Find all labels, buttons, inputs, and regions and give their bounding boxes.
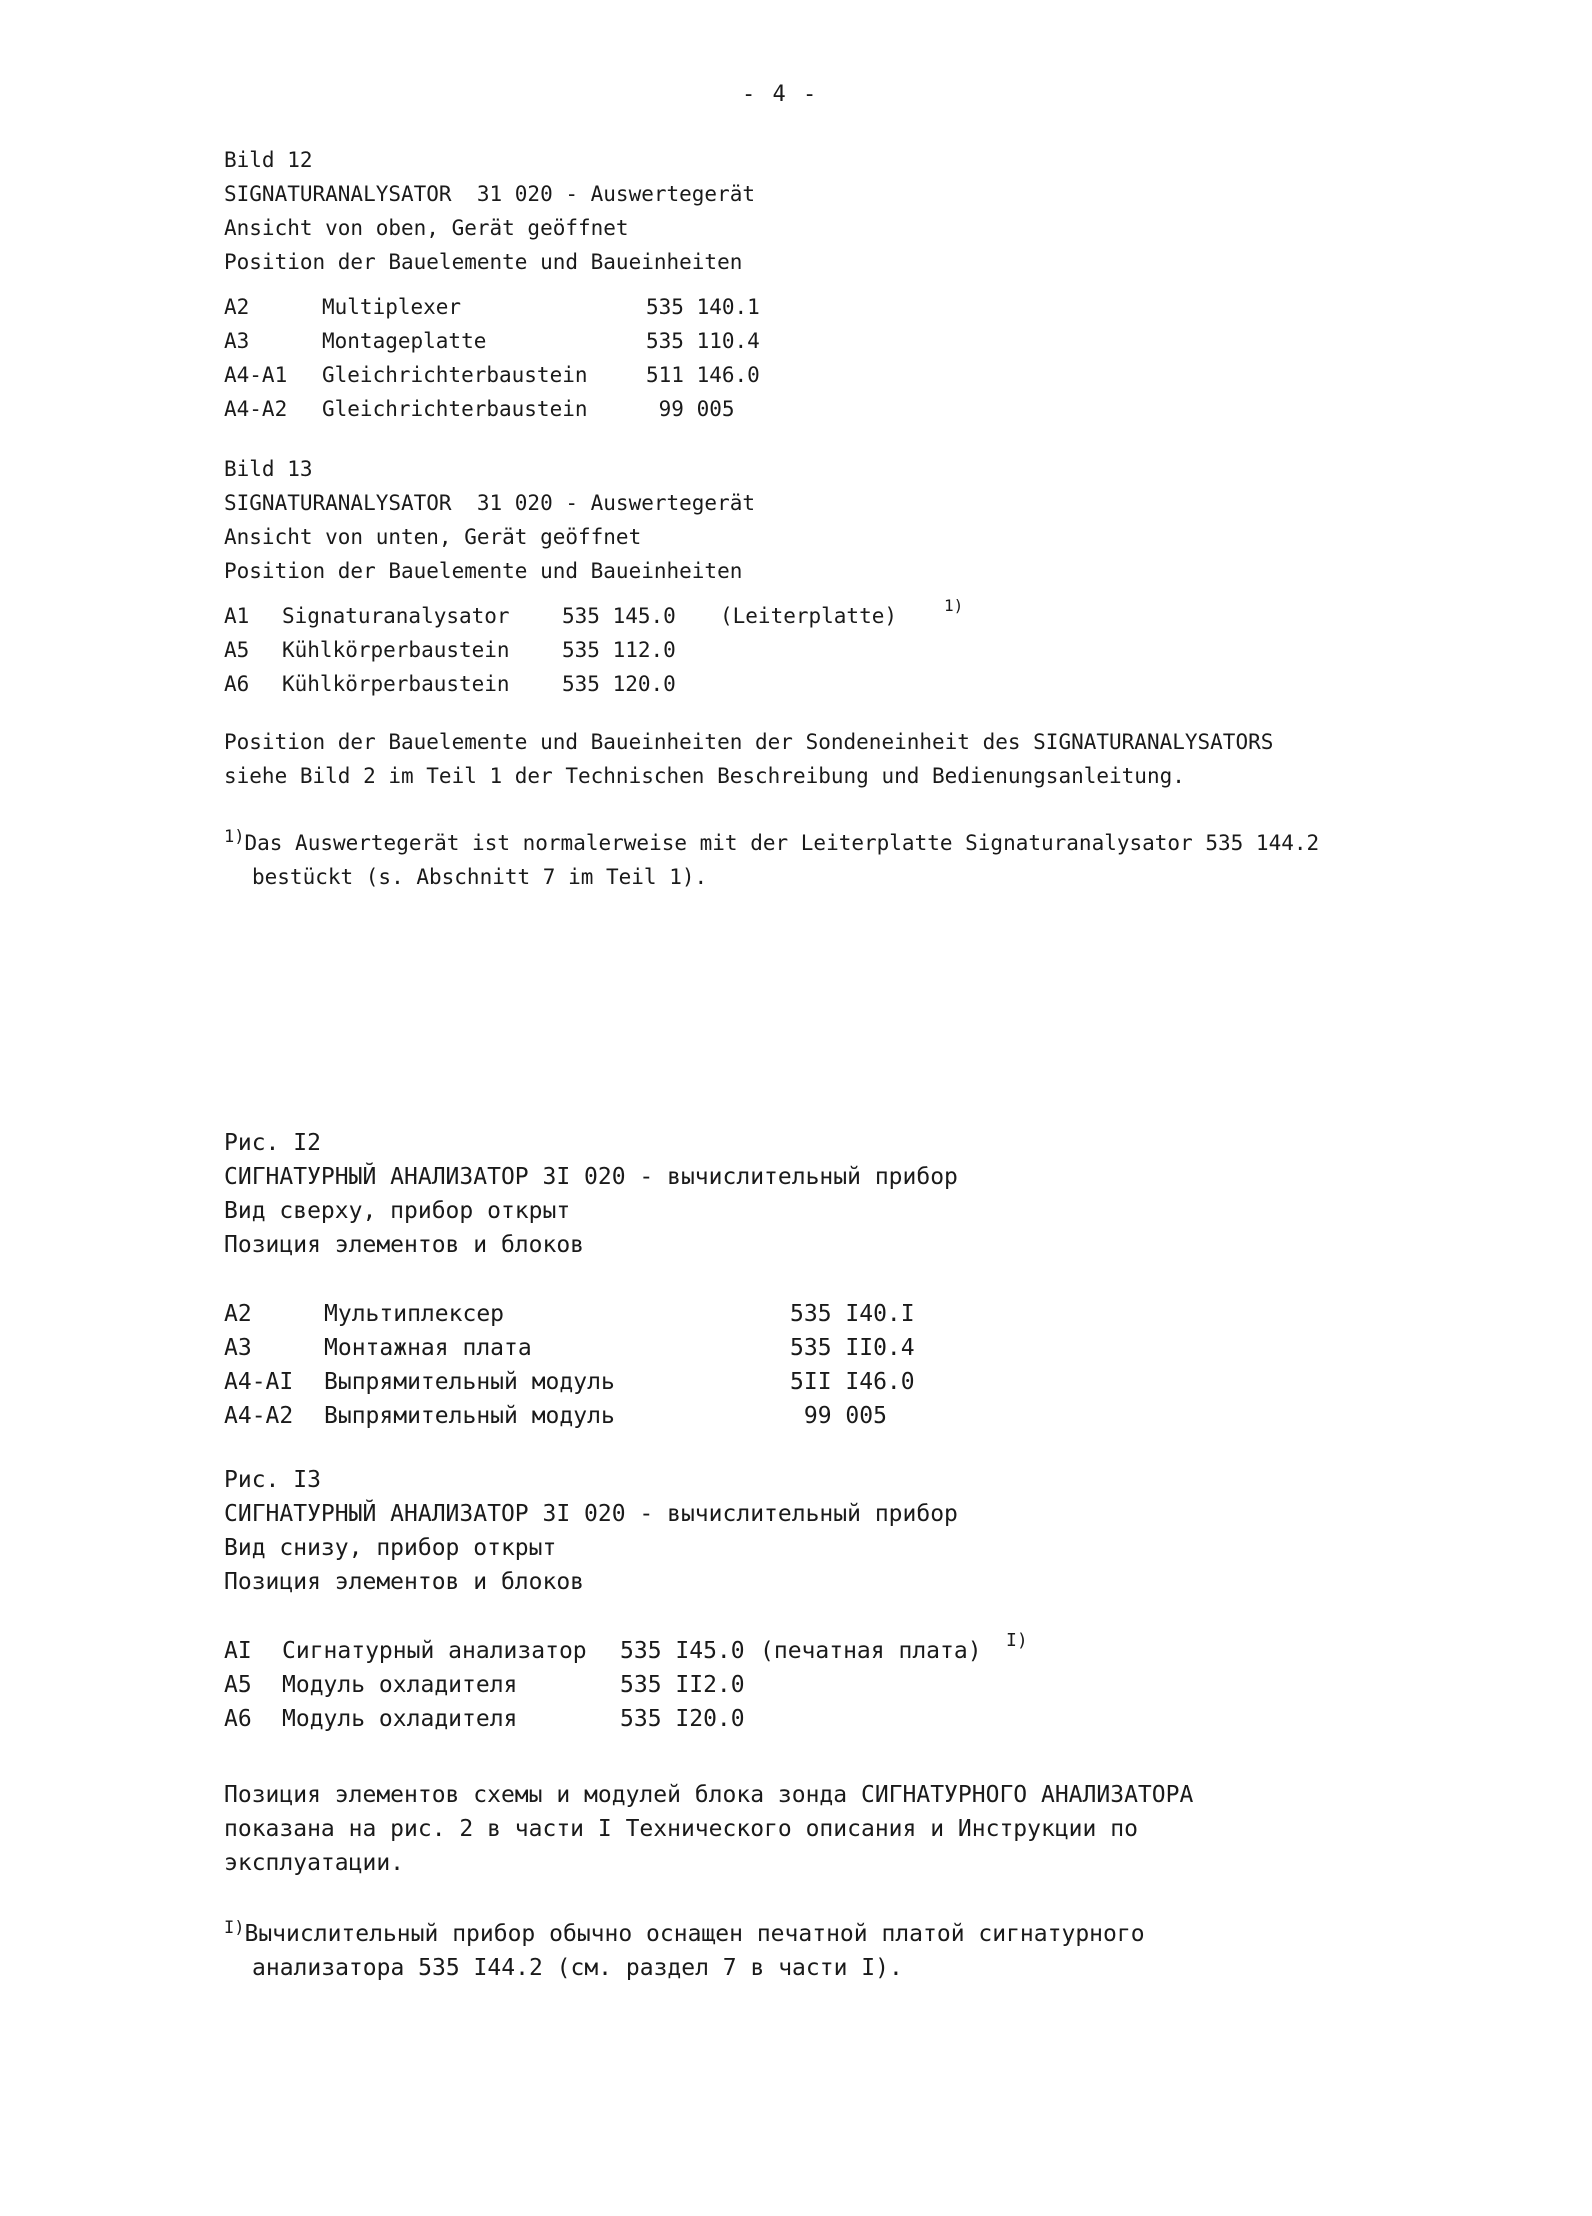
footnote-text: Вычислительный прибор обычно оснащен печатной платой сигнатурного: [244, 1921, 1145, 1947]
footnote-text: bestückt (s. Abschnitt 7 im Teil 1).: [252, 865, 708, 889]
list-item: [224, 667, 1024, 701]
list-item: [224, 290, 924, 324]
part-position: A4-A1: [224, 363, 288, 387]
ru-probe-note-line: Позиция элементов схемы и модулей блока зонда СИГНАТУРНОГО АНАЛИЗАТОРА: [224, 1782, 1194, 1808]
de-footnote: [224, 826, 1319, 894]
ru-fig13-title: СИГНАТУРНЫЙ АНАЛИЗАТОР 3I 020 - вычислительный прибор: [224, 1501, 958, 1527]
part-position: AI: [224, 1638, 252, 1664]
part-position: A2: [224, 1301, 252, 1327]
de-fig12-position: Position der Bauelemente und Baueinheiten: [224, 250, 743, 274]
part-number: 535 I40.I: [790, 1301, 915, 1327]
part-name: Модуль охладителя: [282, 1706, 518, 1732]
list-item: [224, 392, 924, 426]
part-position: A4-AI: [224, 1369, 294, 1395]
ru-probe-note-line: эксплуатации.: [224, 1850, 405, 1876]
part-name: Multiplexer: [322, 295, 462, 319]
part-number: 535 I45.0: [620, 1638, 745, 1664]
part-position: A4-A2: [224, 397, 288, 421]
footnote-reference: I): [1006, 1630, 1028, 1651]
part-number: 535 110.4: [646, 329, 760, 353]
part-position: A4-A2: [224, 1403, 294, 1429]
part-position: A6: [224, 672, 250, 696]
de-fig12-label: Bild 12: [224, 148, 313, 172]
part-name: Gleichrichterbaustein: [322, 363, 588, 387]
part-name: Монтажная плата: [324, 1335, 532, 1361]
list-item: [224, 324, 924, 358]
footnote-reference: 1): [944, 596, 964, 615]
list-item: [224, 1365, 944, 1399]
de-fig13-position: Position der Bauelemente und Baueinheiten: [224, 559, 743, 583]
de-fig13-view: Ansicht von unten, Gerät geöffnet: [224, 525, 642, 549]
ru-footnote: [224, 1917, 1145, 1985]
de-fig12-title: SIGNATURANALYSATOR 31 020 - Auswertegerät: [224, 182, 756, 206]
part-number: 99 005: [790, 1403, 887, 1429]
ru-fig12-label: Рис. I2: [224, 1130, 321, 1156]
part-number: 535 112.0: [562, 638, 676, 662]
ru-fig12-title: СИГНАТУРНЫЙ АНАЛИЗАТОР 3I 020 - вычислительный прибор: [224, 1164, 958, 1190]
page-number: - 4 -: [742, 82, 819, 107]
part-note: (Leiterplatte): [720, 604, 898, 628]
footnote-mark: 1): [224, 827, 245, 847]
part-position: A3: [224, 329, 250, 353]
part-number: 535 120.0: [562, 672, 676, 696]
list-item: [224, 1297, 944, 1331]
part-name: Выпрямительный модуль: [324, 1369, 615, 1395]
part-name: Montageplatte: [322, 329, 487, 353]
list-item: [224, 358, 924, 392]
list-item: [224, 596, 1024, 633]
part-number: 535 140.1: [646, 295, 760, 319]
part-number: 535 II2.0: [620, 1672, 745, 1698]
list-item: [224, 1630, 1064, 1668]
ru-fig13-header: [224, 1463, 958, 1599]
de-probe-note: [224, 725, 1273, 793]
list-item: [224, 1668, 1064, 1702]
part-name: Выпрямительный модуль: [324, 1403, 615, 1429]
part-position: A1: [224, 604, 250, 628]
de-fig13-parts-list: [224, 596, 1024, 701]
de-fig13-header: [224, 452, 755, 588]
part-note: (печатная плата): [760, 1638, 982, 1664]
part-name: Модуль охладителя: [282, 1672, 518, 1698]
part-name: Kühlkörperbaustein: [282, 638, 510, 662]
ru-fig13-view: Вид снизу, прибор открыт: [224, 1535, 557, 1561]
part-name: Gleichrichterbaustein: [322, 397, 588, 421]
ru-fig13-label: Рис. I3: [224, 1467, 321, 1493]
part-position: A2: [224, 295, 250, 319]
list-item: [224, 1702, 1064, 1736]
footnote-mark: I): [224, 1918, 245, 1938]
part-position: A5: [224, 638, 250, 662]
footnote-text: анализатора 535 I44.2 (см. раздел 7 в части I).: [252, 1955, 903, 1981]
ru-fig12-parts-list: [224, 1297, 944, 1433]
ru-fig12-view: Вид сверху, прибор открыт: [224, 1198, 571, 1224]
ru-probe-note: [224, 1778, 1193, 1880]
list-item: [224, 633, 1024, 667]
part-number: 535 I20.0: [620, 1706, 745, 1732]
part-number: 535 II0.4: [790, 1335, 915, 1361]
de-probe-note-line: siehe Bild 2 im Teil 1 der Technischen Beschreibung und Bedienungsanleitung.: [224, 764, 1185, 788]
part-number: 535 145.0: [562, 604, 676, 628]
part-name: Сигнатурный анализатор: [282, 1638, 587, 1664]
ru-fig13-parts-list: [224, 1630, 1064, 1736]
part-number: 5II I46.0: [790, 1369, 915, 1395]
de-fig12-header: [224, 143, 755, 279]
ru-fig12-header: [224, 1126, 958, 1262]
part-position: A6: [224, 1706, 252, 1732]
part-number: 511 146.0: [646, 363, 760, 387]
de-fig13-title: SIGNATURANALYSATOR 31 020 - Auswertegerät: [224, 491, 756, 515]
de-probe-note-line: Position der Bauelemente und Baueinheiten der Sondeneinheit des SIGNATURANALYSATORS: [224, 730, 1274, 754]
part-name: Мультиплексер: [324, 1301, 505, 1327]
footnote-text: Das Auswertegerät ist normalerweise mit der Leiterplatte Signaturanalysator 535 144.2: [244, 831, 1320, 855]
part-name: Signaturanalysator: [282, 604, 510, 628]
ru-probe-note-line: показана на рис. 2 в части I Технического описания и Инструкции по: [224, 1816, 1138, 1842]
de-fig12-parts-list: [224, 290, 924, 426]
de-fig13-label: Bild 13: [224, 457, 313, 481]
list-item: [224, 1399, 944, 1433]
part-name: Kühlkörperbaustein: [282, 672, 510, 696]
part-number: 99 005: [646, 397, 735, 421]
de-fig12-view: Ansicht von oben, Gerät geöffnet: [224, 216, 629, 240]
list-item: [224, 1331, 944, 1365]
part-position: A5: [224, 1672, 252, 1698]
ru-fig13-position: Позиция элементов и блоков: [224, 1569, 585, 1595]
ru-fig12-position: Позиция элементов и блоков: [224, 1232, 585, 1258]
part-position: A3: [224, 1335, 252, 1361]
